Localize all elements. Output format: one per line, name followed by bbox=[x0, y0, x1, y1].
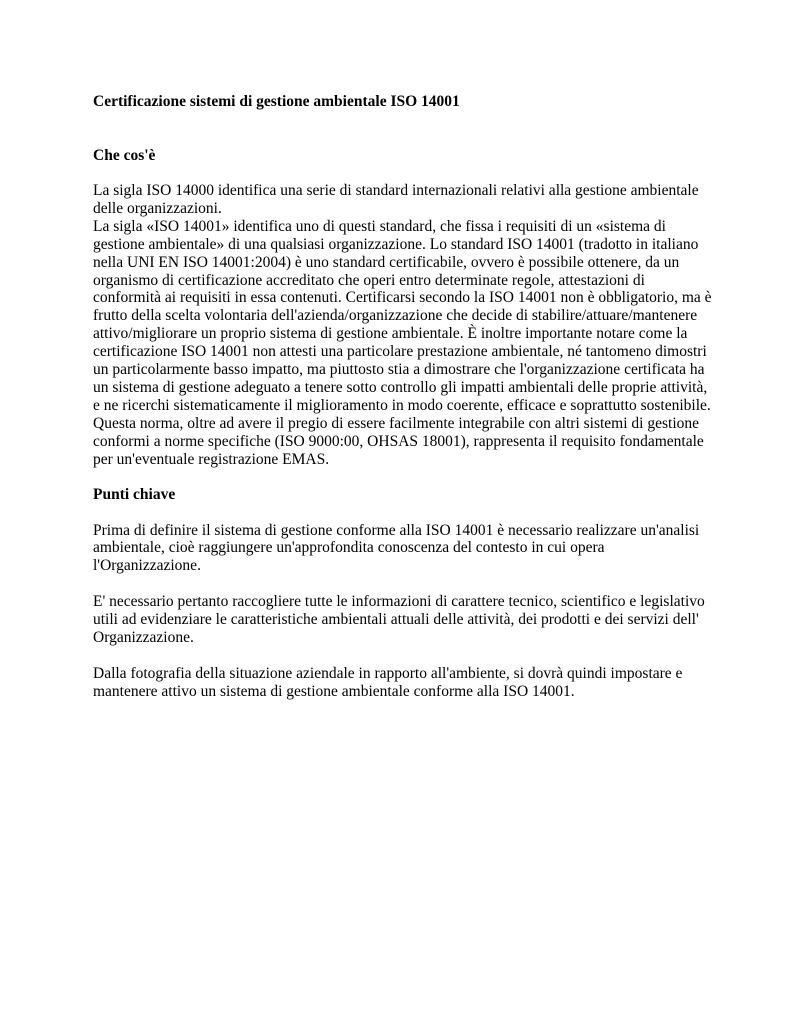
section-body-che-cose bbox=[93, 182, 713, 469]
paragraph: Questa norma, oltre ad avere il pregio di essere facilmente integrabile con altri sistemi di gestione conformi a norme specifiche (ISO 9000:00, OHSAS 18001), rappresenta il requisito fondamentale per un'eventuale registrazione EMAS. bbox=[93, 414, 704, 468]
paragraph: E' necessario pertanto raccogliere tutte le informazioni di carattere tecnico, scientifico e legislativo utili ad evidenziare le caratteristiche ambientali attuali delle attività, dei prodotti e dei servizi dell' Organizzazione. bbox=[93, 593, 705, 647]
paragraph: La sigla ISO 14000 identifica una serie di standard internazionali relativi alla gestione ambientale delle organizzazioni. bbox=[93, 182, 699, 217]
paragraph: La sigla «ISO 14001» identifica uno di questi standard, che fissa i requisiti di un «sistema di gestione ambientale» di una qualsiasi organizzazione. Lo standard ISO 14001 (tradotto in italiano nella UNI EN ISO 14001:2004) è uno standard certificabile, ovvero è possibile ottenere, da un organismo di certificazione accreditato che operi entro determinate regole, attestazioni di conformità ai requisiti in essa contenuti. Certificarsi secondo la ISO 14001 non è obbligatorio, ma è frutto della scelta volontaria dell'azienda/organizzazione che decide di stabilire/attuare/mantenere attivo/migliorare un proprio sistema di gestione ambientale. È inoltre importante notare come la certificazione ISO 14001 non attesti una particolare prestazione ambientale, né tantomeno dimostri un particolarmente basso impatto, ma piuttosto stia a dimostrare che l'organizzazione certificata ha un sistema di gestione adeguato a tenere sotto controllo gli impatti ambientali delle proprie attività, e ne ricerchi sistematicamente il miglioramento in modo coerente, efficace e soprattutto sostenibile. bbox=[93, 217, 712, 414]
paragraph: Dalla fotografia della situazione aziendale in rapporto all'ambiente, si dovrà quindi impostare e mantenere attivo un sistema di gestione ambientale conforme alla ISO 14001. bbox=[93, 664, 683, 700]
section-heading-che-cose: Che cos'è bbox=[93, 147, 156, 164]
document-title: Certificazione sistemi di gestione ambientale ISO 14001 bbox=[93, 93, 460, 110]
document-page bbox=[93, 92, 713, 701]
paragraph: Prima di definire il sistema di gestione conforme alla ISO 14001 è necessario realizzare un'analisi ambientale, cioè raggiungere un'approfondita conoscenza del contesto in cui opera l'Organizzazione. bbox=[93, 521, 700, 575]
section-heading-punti-chiave: Punti chiave bbox=[93, 485, 176, 503]
section-body-punti-chiave bbox=[93, 522, 713, 701]
